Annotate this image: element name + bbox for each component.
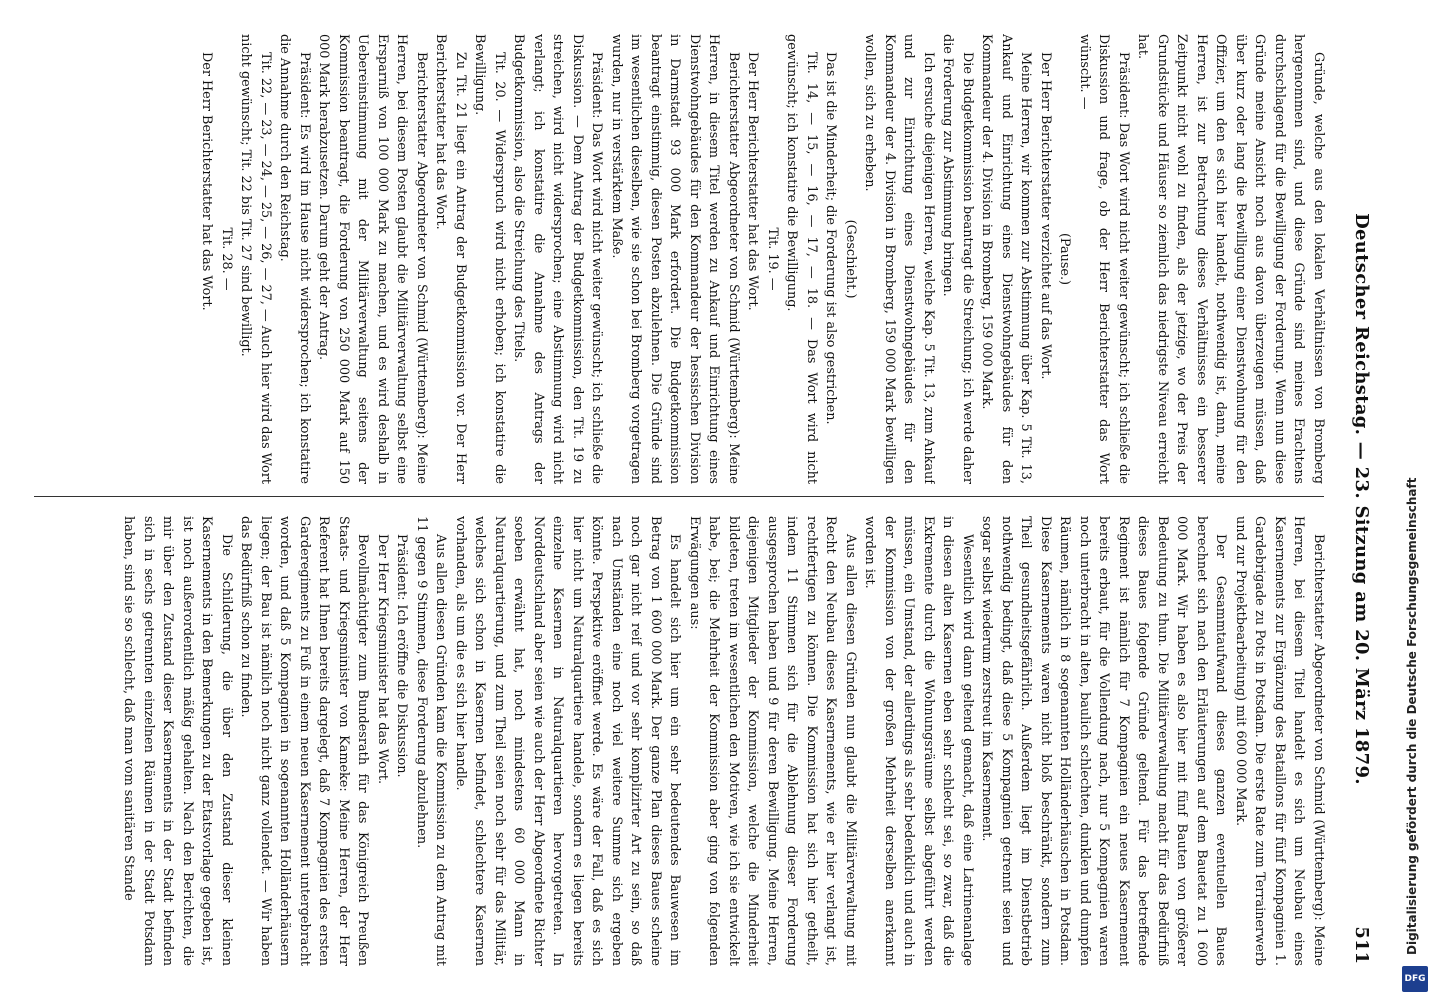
right-column-paragraph: Wesentlich wird dann geltend gemacht, daß eine Latrinenanlage in diesen alten Kasernen eben sehr schlecht sei, so zwar, daß die Exkremente durch die Wohnungsräume selbst abgeführt werden müssen, ein Umstand, der allerdings als sehr bedenklich und auch in der Kommission von der großen Mehrheit derselben anerkannt worden ist. <box>862 516 975 966</box>
column-divider <box>34 496 1324 497</box>
dfg-logo-icon: DFG <box>1402 966 1428 992</box>
left-column-paragraph: Zu Tit. 21 liegt ein Antrag der Budgetkommission vor. Der Herr Berichterstatter hat das Wort. <box>433 34 468 484</box>
left-column-paragraph: Der Herr Berichterstatter hat das Wort. <box>745 52 761 311</box>
right-column-paragraph: Berichterstatter Abgeordneter von Schmid (Württemberg): Meine Herren, bei diesem Titel handelt es sich um Neubau eines Kasernements zur Ergänzung des Bataillons für fünf Kompagnien 1. Gardebrigade zu Pots in Potsdam. Die erste Rate zum Terrainerwerb und zur Projektbearbeitung) mit 600 000 Mark. <box>1233 516 1326 966</box>
page-title: Deutscher Reichstag. — 23. Sitzung am 20. März 1879. <box>1351 213 1372 785</box>
left-column-paragraph: (Geschieht.) <box>843 219 858 299</box>
left-column-paragraph: Gründe, welche aus den lokalen Verhältnissen von Bromberg hergenommen sind, und diese Gründe sind meines Erachtens durchschlagend für die Bewilligung der Forderung. Wenn nun diese Gründe meine Ansicht noch aus davon überzeugen müssen, daß über kurz oder lang die Bewilligung einer Dienstwohnung für den Offizier, um den es sich hier handelt, nothwendig ist, dann, meine Herren, ist zur Betrachtung dieses Verhältnisses ein besserer Zeitpunkt nicht wohl zu finden, als der jetzige, wo der Preis der Grundstücke und Häuser so ziemlich das niedrigste Niveau erreicht hat. <box>1135 34 1326 484</box>
left-column-paragraph: (Pause.) <box>1057 232 1073 286</box>
left-column-paragraph: Die Budgetkommission beantragt die Streichung; ich werde daher die Forderung zur Abstimmung bringen. <box>940 34 975 484</box>
left-column-paragraph: Ich ersuche diejenigen Herren, welche Kap. 5 Tit. 13, zum Ankauf und zur Einrichtung eines Dienstwohngebäudes für den Kommandeur der 4. Division in Bromberg, 159 000 Mark bewilligen wollen, sich zu erheben. <box>862 34 936 484</box>
left-column <box>28 34 1328 484</box>
right-column-paragraph: Der Gesammtaufwand dieses ganzen eventuellen Baues berechnet sich nach den Erläuterungen auf dem Bauetat zu 1 600 000 Mark. Wir haben es also hier mit fünf Bauten von größerer Bedeutung zu thun. Die Militärverwaltung macht für das Bedürfniß dieses Baues folgende Gründe geltend. Für das betreffende Regiment ist nämlich für 7 Kompagnien ein neues Kasernement bereits erbaut, für die Vollendung nach, nur 5 Kompagnien waren noch unterbracht in alten, baulich schlechten, dunklen und dumpfen Räumen, nämlich in 8 sogenannten Holländerhäuschen in Potsdam. Diese Kasernements waren nicht bloß beschränkt, sondern zum Theil gesundheitsgefährlich. Außerdem liegt im Dienstbetrieb nothwendig bedingt, daß diese 5 Kompagnien getrennt seien und sogar selbst wiederum zerstreut im Kasernement. <box>979 516 1229 966</box>
left-column-paragraph: Tit. 20. — Widerspruch wird nicht erhoben; ich konstatire die Bewilligung. <box>472 34 507 484</box>
left-column-paragraph: Präsident: Das Wort wird nicht weiter gewünscht; ich schließe die Diskussion. — Dem Antrag der Budgetkommission, den Tit. 19 zu streichen, wird nicht widersprochen; eine Abstimmung wird nicht verlangt; ich konstatire die Annahme des Antrags der Budgetkommission, also die Streichung des Titels. <box>511 34 605 484</box>
right-column-paragraph: Präsident: Ich eröffne die Diskussion. <box>394 534 410 778</box>
right-column-paragraph: Die Schilderung, die über den Zustand dieser kleinen Kasernements in den Bemerkungen zu der Etatsvorlage gegeben ist, ist noch außerordentlich mäßig gehalten. Nach den Berichten, die mir über den Zustand dieser Kasernements in der Stadt befinden sich in sechs getrennten einzelnen Räumen in der Stadt Potsdam haben, sind sie so schlecht, daß man vom sanitären Stande <box>121 516 234 966</box>
right-column-paragraph: Der Herr Kriegsminister hat das Wort. <box>375 534 390 785</box>
left-column-paragraph: Berichterstatter Abgeordneter von Schmid (Württemberg): Meine Herren, bei diesem Posten glaubt die Militärverwaltung selbst eine Ersparniß von 100 000 Mark zu machen, und es wird deshalb in Uebereinstimmung mit der Militärverwaltung seitens der Kommission beantragt, die Forderung von 250 000 Mark auf 150 000 Mark herabzusetzen. Darum geht der Antrag. <box>316 34 429 484</box>
left-column-paragraph: Tit. 19. — <box>765 227 780 291</box>
right-column-paragraph: Es handelt sich hier um ein sehr bedeutendes Bauwesen im Betrag von 1 600 000 Mark. Der ganze Plan dieses Baues scheine noch gar nicht reif und vor sehr komplizirter Art zu sein, so daß nach Umständen eine noch viel weitere Summe sich ergeben könnte. Perspektive eröffnet werde. Es wäre der Fall, daß es sich hier nicht um Naturalquartiere handele, sondern es liegen bereits einzelne Kasernen in Naturalquartieren hervorgetreten. In Norddeutschland aber seien wie auch der Herr Abgeordnete Richter soeben erwähnt hat, noch mindestens 60 000 Mann in Naturalquartierung, und zum Theil seien noch sehr für das Militär, welches sich schon in Kasernen befindet, schlechtere Kasernen vorhanden, als um die es sich hier handle. <box>453 516 683 966</box>
right-column-paragraph: Aus allen diesen Gründen nun glaubt die Militärverwaltung mit Recht den Neubau dieses Kasernements, wie er hier verlangt ist, rechtfertigen zu können. Die Kommission hat sich hier getheilt, indem 11 Stimmen sich für die Ablehnung dieser Forderung ausgesprochen haben und 9 für deren Bewilligung. Meine Herren, diejenigen Mitglieder der Kommission, welche die Minderheit bildeten, treten im wesentlichen den Motiven, wie ich sie entwickelt habe, bei; die Mehrheit der Kommission aber ging von folgenden Erwägungen aus: <box>687 516 858 966</box>
left-column-paragraph: Tit. 28. — <box>219 227 234 291</box>
left-column-paragraph: Das ist die Minderheit; die Forderung ist also gestrichen. <box>823 52 839 425</box>
page-number: 511 <box>1351 926 1372 964</box>
right-column <box>28 516 1328 966</box>
digitization-sidebar <box>1400 40 1430 990</box>
left-column-paragraph: Tit. 22, — 23, — 24, — 25, — 26, — 27, — Auch hier wird das Wort nicht gewünscht; Tit. 22 bis Tit. 27 sind bewilligt. <box>238 34 273 484</box>
left-column-paragraph: Präsident: Das Wort wird nicht weiter gewünscht; ich schließe die Diskussion und frage, ob der Herr Berichterstatter das Wort wünscht. — <box>1077 34 1131 484</box>
left-column-paragraph: Tit. 14, — 15, — 16, — 17, — 18. — Das Wort wird nicht gewünscht; ich konstatire die Bewilligung. <box>784 34 819 484</box>
right-column-paragraph: Bevollmächtigter zum Bundesrath für das Königreich Preußen Staats- und Kriegsminister von Kameke: Meine Herren, der Herr Referent hat Ihnen bereits dargelegt, daß 7 Kompagnien des ersten Garderegiments zu Fuß in einem neuen Kasernement untergebracht worden, und daß 5 Kompagnien in sogenannten Holländerhäusern liegen; der Bau ist nämlich noch nicht ganz vollendet. — Wir haben das Bedürfniß schon zu finden. <box>238 516 371 966</box>
right-column-paragraph: Aus allen diesen Gründen kam die Kommission zu dem Antrag mit 11 gegen 9 Stimmen, diese Forderung abzulehnen. <box>414 516 449 966</box>
page-header <box>1346 34 1376 964</box>
left-column-paragraph: Meine Herren, wir kommen zur Abstimmung über Kap. 5 Tit. 13, Ankauf und Einrichtung eines Dienstwohngebäudes für den Kommandeur der 4. Division in Bromberg, 159 000 Mark. <box>979 34 1034 484</box>
left-column-paragraph: Der Herr Berichterstatter hat das Wort. <box>199 52 215 311</box>
left-column-paragraph: Berichterstatter Abgeordneter von Schmid (Württemberg): Meine Herren, in diesem Titel werden zu Ankauf und Einrichtung eines Dienstwohngebäudes für den Kommandeur der hessischen Division in Darmstadt 93 000 Mark erfordert. Die Budgetkommission beantragt einstimmig, diesen Posten abzulehnen. Die Gründe sind im wesentlichen dieselben, wie sie schon bei Bromberg vorgetragen wurden, nur in verstärktem Maße. <box>609 34 741 484</box>
digitization-credit: Digitalisierung gefördert durch die Deutsche Forschungsgemeinschaft <box>1405 477 1419 955</box>
left-column-paragraph: Der Herr Berichterstatter verzichtet auf das Wort. <box>1038 52 1053 380</box>
left-column-paragraph: Präsident: Es wird im Hause nicht widersprochen; ich konstatire die Annahme durch den Reichstag. <box>277 34 312 484</box>
